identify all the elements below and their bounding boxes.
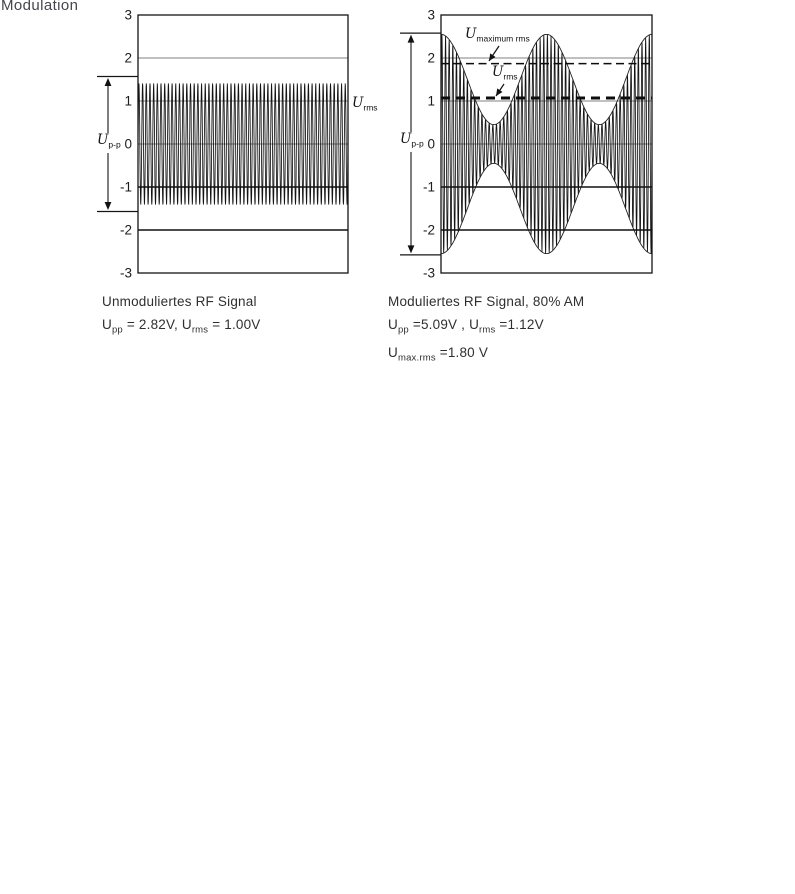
- upp-arrowhead-up: [105, 78, 112, 86]
- right-caption: [388, 291, 584, 370]
- umaxrms-label-right-sub: maximum rms: [476, 33, 530, 44]
- y-tick-label: -2: [422, 222, 435, 238]
- y-tick-label: 2: [427, 50, 435, 66]
- right-caption-values-2: [388, 342, 584, 370]
- right-caption-title: Moduliertes RF Signal, 80% AM: [388, 294, 585, 309]
- upp-label-right: [398, 132, 426, 152]
- upp-arrowhead-up: [408, 35, 415, 43]
- y-tick-label: 0: [427, 136, 435, 152]
- urms-label-left-sub: rms: [363, 102, 378, 113]
- urms-label-right: [492, 65, 518, 85]
- upp-label-right-sub: p-p: [411, 138, 424, 149]
- right-values2-sub1: max.rms: [397, 352, 436, 364]
- upp-label-left-sub: p-p: [108, 139, 121, 150]
- y-tick-label: 0: [124, 136, 132, 152]
- pointer-arrowhead: [489, 53, 496, 61]
- upp-label-left-base: U: [97, 132, 109, 148]
- urms-label-right-base: U: [492, 64, 504, 80]
- right-values1-sub2: rms: [479, 324, 496, 336]
- urms-label-left: [352, 96, 378, 116]
- left-values-u1: U: [102, 316, 112, 332]
- left-caption: [102, 291, 261, 342]
- left-values-sub1: pp: [111, 324, 123, 336]
- upp-label-right-base: U: [400, 131, 412, 147]
- urms-label-right-sub: rms: [503, 71, 518, 82]
- urms-label-left-base: U: [352, 95, 364, 111]
- right-values1-u1: U: [388, 316, 398, 332]
- y-tick-label: 1: [124, 93, 132, 109]
- umaxrms-label-right: [465, 27, 530, 47]
- right-values2-t1: =1.80 V: [435, 344, 489, 360]
- y-tick-label: -3: [422, 265, 435, 281]
- upp-arrowhead-down: [105, 202, 112, 210]
- right-values1-t2: =1.12V: [495, 316, 544, 332]
- left-values-t1: = 2.82V, U: [122, 316, 192, 332]
- left-values-sub2: rms: [191, 324, 209, 336]
- y-tick-label: -3: [119, 265, 132, 281]
- y-tick-label: 3: [124, 7, 132, 23]
- y-tick-label: 1: [427, 93, 435, 109]
- pointer-arrowhead: [496, 88, 503, 96]
- modulated-signal-plot: [385, 5, 685, 287]
- left-caption-title: Unmoduliertes RF Signal: [102, 294, 257, 309]
- upp-arrowhead-down: [408, 245, 415, 253]
- left-values-t2: = 1.00V: [208, 316, 261, 332]
- upp-label-left: [95, 133, 123, 153]
- y-tick-label: -1: [119, 179, 132, 195]
- y-tick-label: -1: [422, 179, 435, 195]
- page-title: Modulation: [1, 0, 79, 14]
- y-tick-label: 2: [124, 50, 132, 66]
- umaxrms-label-right-base: U: [465, 26, 477, 42]
- right-caption-values-1: [388, 314, 584, 342]
- y-tick-label: -2: [119, 222, 132, 238]
- right-values1-sub1: pp: [397, 324, 409, 336]
- right-values2-u1: U: [388, 344, 398, 360]
- y-tick-label: 3: [427, 7, 435, 23]
- left-caption-values: [102, 314, 261, 342]
- right-values1-t1: =5.09V , U: [408, 316, 480, 332]
- unmodulated-signal-plot: [85, 5, 385, 287]
